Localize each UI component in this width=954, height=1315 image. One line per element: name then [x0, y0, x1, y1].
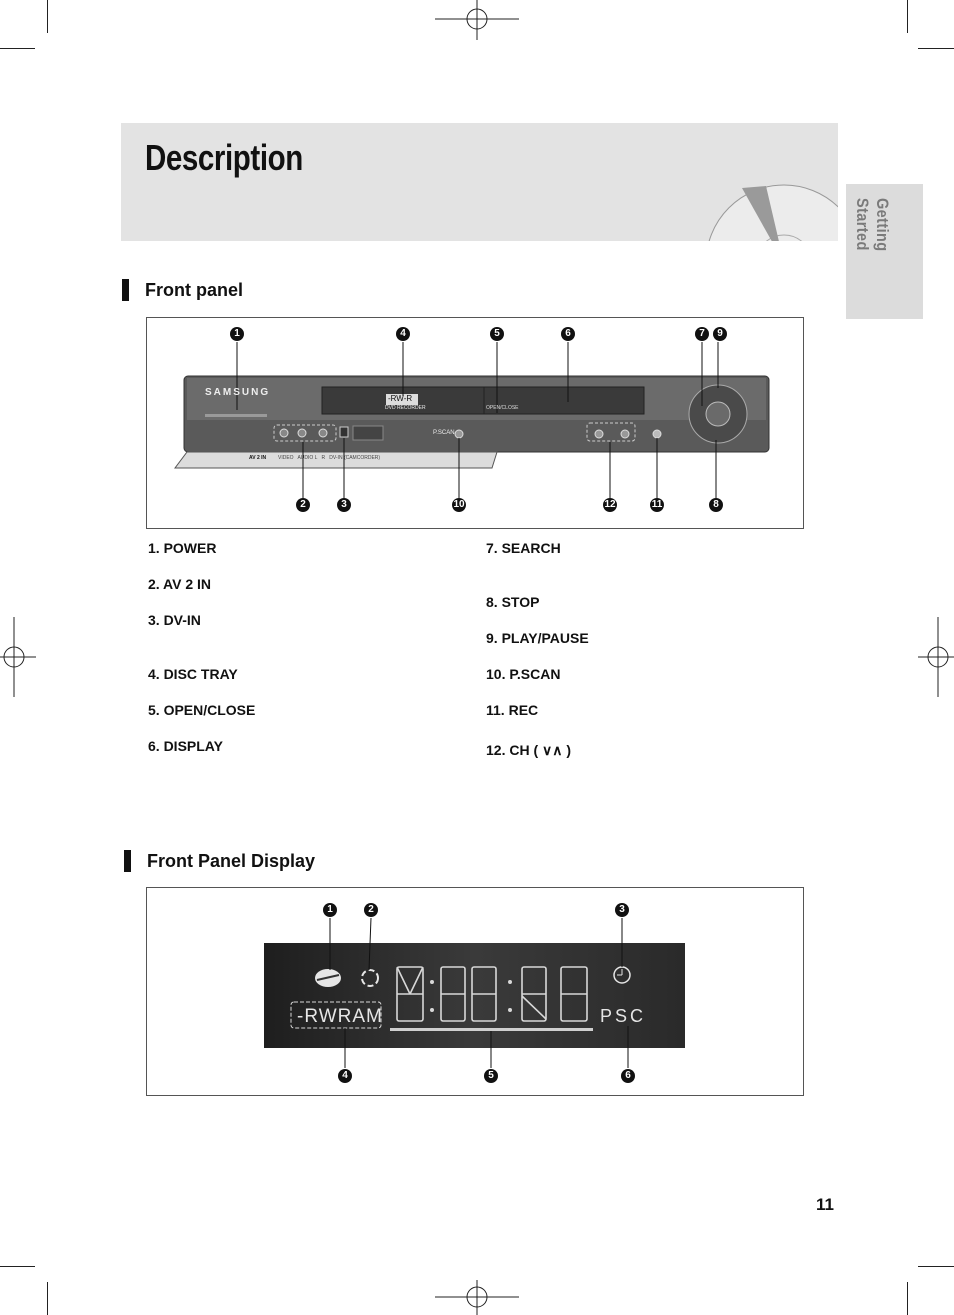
callout-4: 4 [396, 327, 410, 341]
jack-labels: VIDEO AUDIO L R DV-IN (CAMCORDER) [278, 455, 381, 461]
registration-mark-left [0, 617, 36, 697]
callout-3: 3 [337, 498, 351, 512]
callout-5: 5 [484, 1069, 498, 1083]
list-item: 10. P.SCAN [486, 666, 561, 682]
list-item: 3. DV-IN [148, 612, 201, 628]
callout-12: 12 [604, 499, 616, 510]
list-item: 4. DISC TRAY [148, 666, 238, 682]
pscan-label: P.SCAN [433, 430, 455, 436]
callout-3: 3 [615, 903, 629, 917]
crop-mark [47, 0, 48, 33]
callout-8: 8 [709, 498, 723, 512]
list-item: 7. SEARCH [486, 540, 561, 556]
callout-4: 4 [338, 1069, 352, 1083]
disc-type-indicator: -RWRAM [297, 1006, 383, 1027]
front-panel-display-illustration [146, 887, 804, 1096]
callout-1: 1 [230, 327, 244, 341]
open-close-label: OPEN/CLOSE [486, 405, 519, 411]
callout-2: 2 [296, 498, 310, 512]
page-title: Description [145, 137, 303, 178]
crop-mark [918, 48, 954, 49]
section-bar [122, 279, 129, 301]
registration-mark-right [918, 617, 954, 697]
callout-6: 6 [621, 1069, 635, 1083]
section-bar [124, 850, 131, 872]
callout-9: 9 [713, 327, 727, 341]
crop-mark [907, 1282, 908, 1315]
registration-mark-bottom [435, 1280, 519, 1315]
callout-1: 1 [323, 903, 337, 917]
registration-mark-top [435, 0, 519, 44]
callout-7: 7 [695, 327, 709, 341]
psc-indicator: PSC [600, 1006, 647, 1026]
dvd-recorder-drawing [147, 318, 803, 528]
header-band [121, 123, 838, 241]
list-item: 8. STOP [486, 594, 540, 610]
list-item: 1. POWER [148, 540, 217, 556]
front-panel-heading: Front panel [145, 280, 243, 300]
list-item: 5. OPEN/CLOSE [148, 702, 256, 718]
tray-sublabel: DVD RECORDER [385, 405, 426, 411]
brand-logo: SAMSUNG [205, 387, 271, 398]
list-item: 2. AV 2 IN [148, 576, 212, 592]
crop-mark [0, 1266, 35, 1267]
list-item: 12. CH ( ∨∧ ) [486, 742, 572, 758]
list-item: 9. PLAY/PAUSE [486, 630, 589, 646]
callout-11: 11 [651, 499, 663, 510]
page-number: 11 [816, 1195, 834, 1214]
front-panel-display-heading: Front Panel Display [147, 851, 316, 871]
vfd-display-drawing [147, 888, 803, 1095]
side-tab [846, 184, 923, 319]
callout-5: 5 [490, 327, 504, 341]
av2-label: AV 2 IN [249, 455, 267, 461]
crop-mark [47, 1282, 48, 1315]
callout-10: 10 [453, 499, 465, 510]
crop-mark [918, 1266, 954, 1267]
front-panel-illustration [146, 317, 804, 529]
list-item: 6. DISPLAY [148, 738, 223, 754]
crop-mark [0, 48, 35, 49]
callout-2: 2 [364, 903, 378, 917]
side-tab-label: Getting Started [853, 198, 892, 252]
crop-mark [907, 0, 908, 33]
tray-label: -RW-R [388, 394, 413, 403]
disc-icon [704, 158, 838, 241]
callout-6: 6 [561, 327, 575, 341]
list-item: 11. REC [486, 702, 539, 718]
